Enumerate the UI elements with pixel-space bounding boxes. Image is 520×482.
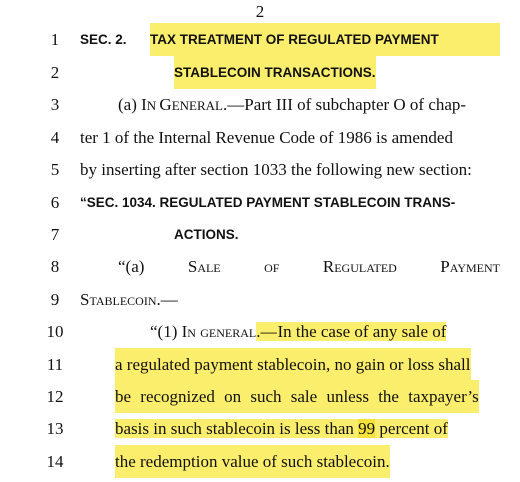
word: “(a) — [118, 257, 145, 276]
line-10 — [0, 315, 520, 348]
section-title-line-2: STABLECOIN TRANSACTIONS. — [174, 56, 376, 89]
line-number: 7 — [50, 225, 60, 244]
page-number: 2 — [255, 2, 265, 21]
section-number: SEC. 2. — [80, 32, 127, 47]
subsection-heading — [118, 250, 500, 283]
line-number: 5 — [50, 160, 60, 179]
line-9 — [0, 283, 520, 316]
word: Sale — [187, 257, 221, 276]
line-number: 13 — [46, 419, 64, 438]
line-2 — [0, 56, 520, 89]
text-run: (a) I — [118, 95, 147, 114]
paragraph-1-text — [150, 315, 446, 348]
new-section-heading-cont: ACTIONS. — [174, 227, 239, 242]
text-run: ENERAL — [171, 98, 223, 113]
word: Regulated — [322, 257, 397, 276]
line-1 — [0, 23, 520, 56]
line-8 — [0, 250, 520, 283]
text-run: Stablecoin — [80, 290, 157, 309]
highlighted-text: .— — [256, 322, 278, 341]
line-14 — [0, 445, 520, 478]
body-text: by inserting after section 1033 the following new section: — [80, 160, 472, 179]
line-number: 12 — [46, 387, 64, 406]
line-12 — [0, 380, 520, 413]
highlighted-text: basis in such stablecoin is less than — [115, 419, 359, 438]
text-run: “(1) — [150, 322, 182, 341]
line-number: 14 — [46, 452, 64, 471]
line-number: 4 — [50, 128, 60, 147]
subsection-a-text — [118, 88, 466, 122]
line-number: 1 — [50, 30, 60, 49]
highlighted-text: a regulated payment stablecoin, no gain or loss shall — [115, 348, 471, 381]
line-number: 11 — [46, 355, 64, 374]
section-title-line-1 — [150, 23, 500, 56]
subsection-heading-cont — [80, 283, 178, 316]
word: of — [264, 257, 280, 276]
text-run: N — [146, 98, 160, 113]
word: Payment — [440, 257, 500, 276]
text-run: G — [159, 95, 172, 114]
new-section-heading: “SEC. 1034. REGULATED PAYMENT STABLECOIN TRANS- — [80, 195, 456, 210]
line-number: 3 — [50, 95, 60, 114]
text-run: .—Part III of subchapter O of chap- — [222, 95, 467, 114]
line-6 — [0, 186, 520, 219]
line-4 — [0, 121, 520, 154]
line-number: 10 — [46, 322, 64, 341]
highlighted-text: In the case of any sale of — [277, 322, 447, 341]
line-number: 8 — [50, 257, 60, 276]
highlighted-text: be recognized on such sale unless the taxpayer’s — [115, 380, 479, 413]
line-11 — [0, 348, 520, 381]
line-number: 2 — [50, 63, 60, 82]
line-5 — [0, 153, 520, 186]
highlighted-text: percent of — [375, 419, 448, 438]
paragraph-text — [115, 412, 448, 445]
line-7 — [0, 218, 520, 251]
line-number: 9 — [50, 290, 60, 309]
line-13 — [0, 412, 520, 445]
section-title-text: TAX TREATMENT OF REGULATED PAYMENT — [150, 32, 439, 47]
text-run: .— — [156, 290, 178, 309]
line-3 — [0, 88, 520, 121]
line-number: 6 — [50, 193, 60, 212]
highlighted-number: 99 — [358, 419, 376, 438]
text-run: In general — [181, 322, 257, 341]
highlighted-text: the redemption value of such stablecoin. — [115, 445, 390, 478]
body-text: ter 1 of the Internal Revenue Code of 1986 is amended — [80, 128, 453, 147]
